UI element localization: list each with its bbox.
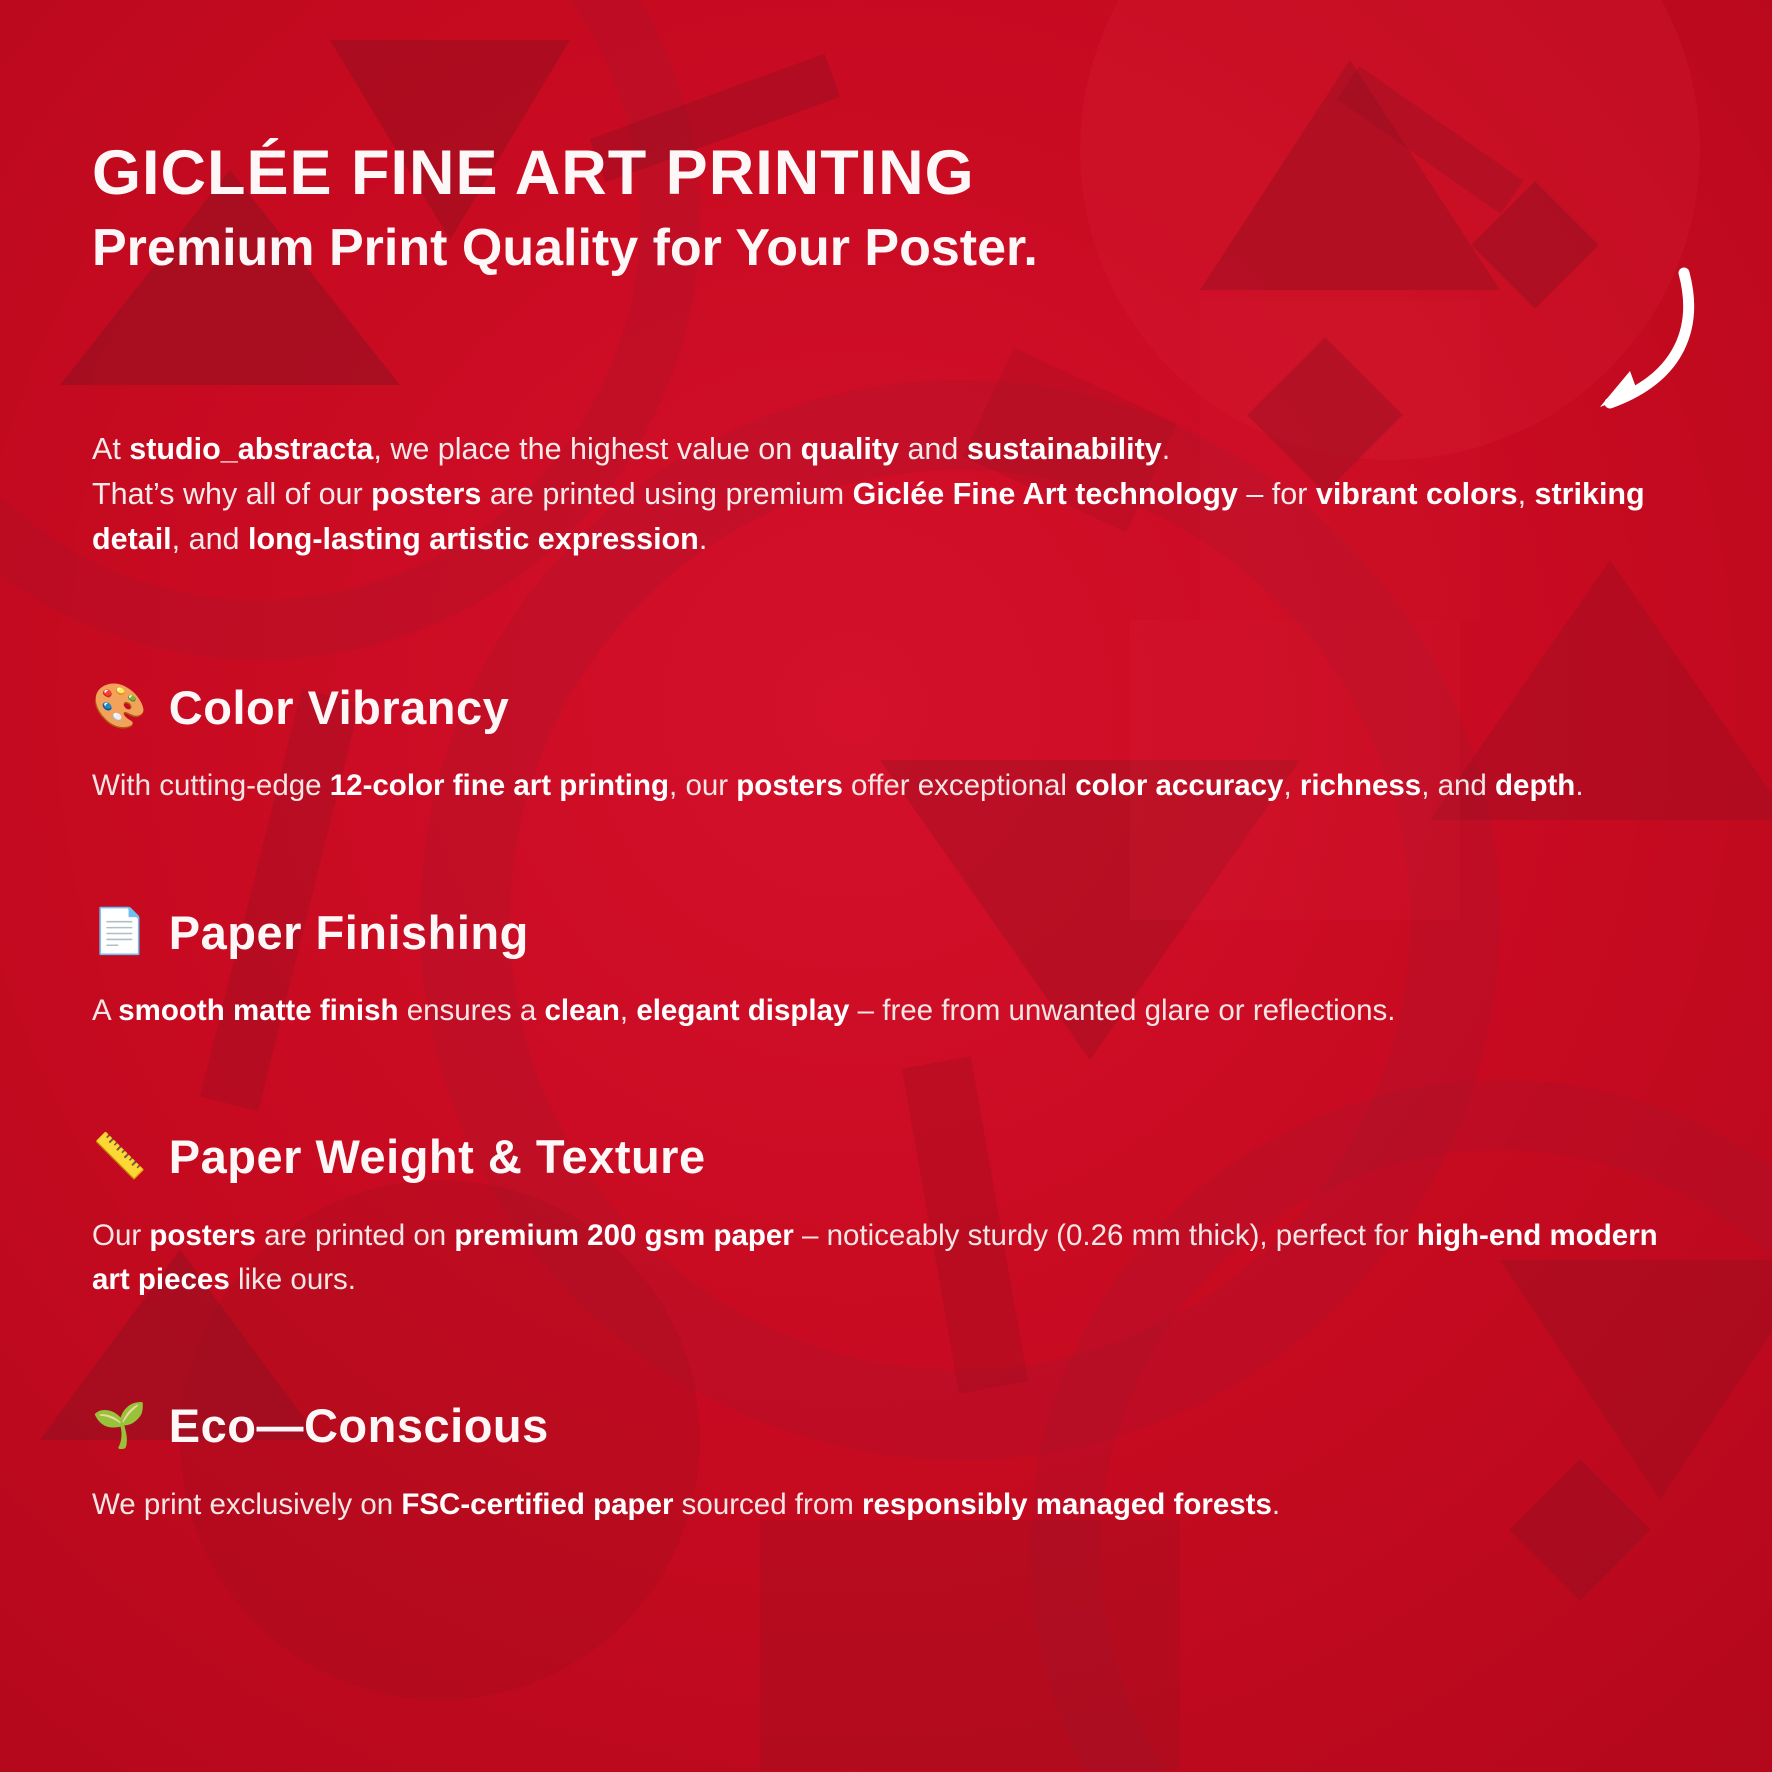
body-strong: high-end modern art pieces xyxy=(92,1218,1658,1297)
body-strong: posters xyxy=(736,769,843,803)
section-title: Paper Finishing xyxy=(168,905,529,959)
body-text: are printed on xyxy=(255,1218,455,1252)
body-text: like ours. xyxy=(229,1263,356,1297)
body-strong: elegant display xyxy=(636,994,850,1028)
section-title: Paper Weight & Texture xyxy=(168,1130,706,1184)
section-header xyxy=(92,905,1680,960)
section-paper-finishing xyxy=(92,905,1680,1034)
body-strong: depth xyxy=(1495,769,1576,803)
body-text: offer exceptional xyxy=(842,769,1076,803)
intro-vibrant-colors: vibrant colors xyxy=(1315,477,1518,512)
section-title: Color Vibrancy xyxy=(168,680,510,734)
body-text: . xyxy=(1575,769,1584,803)
title-block xyxy=(92,0,1680,277)
intro-striking-detail: striking detail xyxy=(92,477,1645,556)
page-title: GICLÉE FINE ART PRINTING xyxy=(92,138,975,208)
intro-text-8: , xyxy=(1517,477,1535,512)
section-header xyxy=(92,1398,1680,1453)
intro-text-9: , and xyxy=(171,521,248,556)
intro-quality: quality xyxy=(800,432,899,467)
body-text: A xyxy=(92,994,119,1028)
body-strong: color accuracy xyxy=(1075,769,1284,803)
seedling-icon: 🌱 xyxy=(92,1400,147,1450)
section-title: Eco—Conscious xyxy=(168,1399,549,1453)
section-paper-weight-texture xyxy=(92,1129,1680,1302)
body-strong: premium 200 gsm paper xyxy=(454,1218,794,1252)
body-text: . xyxy=(1271,1487,1281,1521)
intro-text-10: . xyxy=(698,521,708,556)
body-text: We print exclusively on xyxy=(92,1487,402,1521)
body-text: , xyxy=(1283,769,1300,803)
intro-text-2: , we place the highest value on xyxy=(373,432,801,467)
section-body xyxy=(92,989,1680,1033)
intro-text-7: – for xyxy=(1237,477,1316,512)
section-color-vibrancy xyxy=(92,680,1680,809)
section-body xyxy=(92,1483,1680,1527)
body-text: , and xyxy=(1421,769,1496,803)
section-eco-conscious xyxy=(92,1398,1680,1527)
palette-icon: 🎨 xyxy=(92,682,147,732)
intro-text-4: . xyxy=(1161,432,1171,467)
intro-text-1: At xyxy=(92,432,130,467)
intro-sustainability: sustainability xyxy=(966,432,1162,467)
bg-bar-7 xyxy=(760,1520,1180,1770)
section-body xyxy=(92,1214,1680,1303)
body-text: , our xyxy=(669,769,737,803)
body-strong: richness xyxy=(1299,769,1422,803)
section-header xyxy=(92,680,1680,735)
intro-longlasting: long-lasting artistic expression xyxy=(247,521,699,556)
document-icon: 📄 xyxy=(92,907,147,957)
body-text: ensures a xyxy=(398,994,545,1028)
body-strong: clean xyxy=(544,994,620,1028)
body-strong: FSC-certified paper xyxy=(401,1487,674,1521)
body-text: With cutting-edge xyxy=(92,769,330,803)
body-text: – noticeably sturdy (0.26 mm thick), perfect for xyxy=(793,1218,1417,1252)
body-strong: 12-color fine art printing xyxy=(329,769,670,803)
intro-giclee: Giclée Fine Art technology xyxy=(852,477,1238,512)
body-strong: posters xyxy=(149,1218,256,1252)
body-text: Our xyxy=(92,1218,150,1252)
section-body xyxy=(92,764,1680,808)
intro-posters: posters xyxy=(371,477,482,512)
page-subtitle: Premium Print Quality for Your Poster. xyxy=(92,219,1038,278)
curved-arrow-down-icon xyxy=(1572,265,1702,425)
brand-name: studio_abstracta xyxy=(129,432,374,467)
intro-paragraph xyxy=(92,427,1680,561)
body-text: , xyxy=(619,994,637,1028)
intro-text-3: and xyxy=(898,432,967,467)
ruler-icon: 📏 xyxy=(92,1131,147,1181)
section-header xyxy=(92,1129,1680,1184)
intro-text-5: That’s why all of our xyxy=(92,477,372,512)
body-text: – free from unwanted glare or reflections. xyxy=(849,994,1396,1028)
body-text: sourced from xyxy=(673,1487,863,1521)
body-strong: responsibly managed forests xyxy=(862,1487,1272,1521)
body-strong: smooth matte finish xyxy=(118,994,399,1028)
intro-text-6: are printed using premium xyxy=(481,477,853,512)
